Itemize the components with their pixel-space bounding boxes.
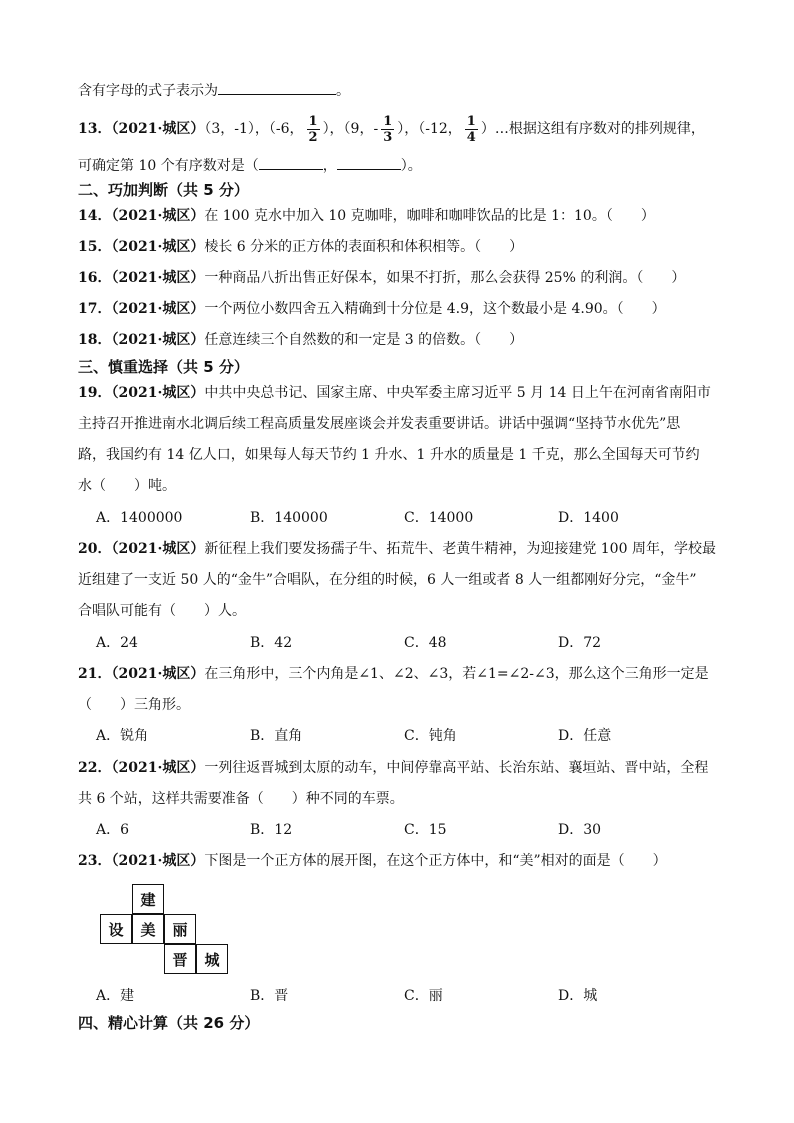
answer-blank — [337, 155, 401, 170]
option-a[interactable]: A．24 — [96, 635, 138, 651]
option-d[interactable]: D．城 — [558, 988, 598, 1004]
question-21: 21．（2021·城区）在三角形中，三个内角是∠1、∠2、∠3，若∠1=∠2-∠3，那么这个三角形一定是 — [78, 666, 709, 682]
option-a[interactable]: A．6 — [96, 822, 130, 838]
section-title: 二、巧加判断（共 5 分） — [78, 181, 249, 199]
option-b[interactable]: B．直角 — [250, 728, 303, 744]
question-23: 23．（2021·城区）下图是一个正方体的展开图，在这个正方体中，和“美”相对的面是（ ） — [78, 853, 667, 869]
question-number: 13． — [78, 121, 112, 137]
q12-tail-line: 含有字母的式子表示为 。 — [78, 80, 350, 101]
option-a[interactable]: A．1400000 — [96, 510, 183, 526]
question-13-line2: 可确定第 10 个有序数对是（ ， ）。 — [78, 155, 422, 176]
option-d[interactable]: D．任意 — [558, 728, 612, 744]
option-b[interactable]: B．42 — [250, 635, 293, 651]
section-title: 四、精心计算（共 26 分） — [78, 1014, 260, 1032]
fraction: $\frac{1}{2}$ — [308, 113, 318, 145]
option-d[interactable]: D．30 — [558, 822, 602, 838]
option-b[interactable]: B．12 — [250, 822, 293, 838]
question-13: 13．（2021·城区）（3，-1），（-6， $\frac{1}{2}$ ），（9，- $\frac{1}{3}$ ），（-12， $\frac{1}{4}$ ）…根据这组有序数对的排列规律， — [78, 113, 705, 145]
option-d[interactable]: D．72 — [558, 635, 602, 651]
section-title: 三、慎重选择（共 5 分） — [78, 358, 249, 376]
fraction: $\frac{1}{4}$ — [466, 113, 476, 145]
net-face-jian: 建 — [132, 884, 164, 914]
question-18: 18．（2021·城区）任意连续三个自然数的和一定是 3 的倍数。（ ） — [78, 332, 524, 348]
net-face-she: 设 — [100, 914, 132, 944]
question-22: 22．（2021·城区）一列往返晋城到太原的动车，中间停靠高平站、长治东站、襄垣站、晋中站，全程 — [78, 760, 709, 776]
option-c[interactable]: C．48 — [404, 635, 447, 651]
question-17: 17．（2021·城区）一个两位小数四舍五入精确到十分位是 4.9，这个数最小是 4.90。（ ） — [78, 301, 666, 317]
exam-page: 含有字母的式子表示为 。 13．（2021·城区）（3，-1），（-6， $\frac{1}{2}$ ），（9，- $\frac{1}{3}$ ），（-12， $\frac{1}{4}$ ）…根据这组有序数对的排列规律， 可确定第 10 个有序数对是（ ， ）。 二、巧加判断（共 5 分） 14．（2021·城区）在 100 克水中加入 10 克咖啡，咖啡和咖啡饮品的比是 1：10。（ ） 15．（2021·城区）棱长 6 分米的正方体的表面积和体积相等。（ ） 16．（2021·城区）一种商品八折出售正好保本，如果不打折，那么会获得 25% 的利润。（ ） 17．（2021·城区）一个两位小数四舍五入精确到十分位是 4.9，这个数最小是 4.90。（ ） 18．（2021·城区）任意连续三个自然数的和一定是 3 的倍数。（ ） 三、慎重选择（共 5 分） 19．（2021·城区）中共中央总书记、国家主席、中央军委主席习近平 5 月 14 日上午在河南省南阳市 主持召开推进南水北调后续工程高质量发展座谈会并发表重要讲话。讲话中强调“坚持节水优先”思 路，我国约有 14 亿人口，如果每人每天节约 1 升水、1 升水的质量是 1 千克，那么全国每天可节约 水（ ）吨。 A．1400000 B．140000 C．14000 D．1400 20．（2021·城区）新征程上我们要发扬孺子牛、拓荒牛、老黄牛精神，为迎接建党 100 周年，学校最 近组建了一支近 50 人的“金牛”合唱队，在分组的时候，6 人一组或者 8 人一组都刚好分完，“金牛” 合唱队可能有（ ）人。 A．24 B．42 C．48 D．72 21．（2021·城区）在三角形中，三个内角是∠1、∠2、∠3，若∠1=∠2-∠3，那么这个三角形一定是 （ ）三角形。 A．锐角 B．直角 C．钝角 D．任意 22．（2021·城区）一列往返晋城到太原的动车，中间停靠高平站、长治东站、襄垣站、晋中站，全程 共 6 个站，这样共需要准备（ ）种不同的车票。 A．6 B．12 C．15 D．30 23．（2021·城区）下图是一个正方体的展开图，在这个正方体中，和“美”相对的面是（ ） 建 设 美 丽 晋 城 A．建 B．晋 C．丽 D．城 四、精心计算（共 26 分） — [0, 0, 794, 1123]
net-face-li: 丽 — [164, 914, 196, 944]
option-b[interactable]: B．140000 — [250, 510, 328, 526]
question-16: 16．（2021·城区）一种商品八折出售正好保本，如果不打折，那么会获得 25% 的利润。（ ） — [78, 270, 686, 286]
answer-blank — [218, 80, 336, 95]
net-face-jin: 晋 — [164, 944, 196, 974]
option-c[interactable]: C．15 — [404, 822, 447, 838]
option-d[interactable]: D．1400 — [558, 510, 619, 526]
net-face-cheng: 城 — [196, 944, 228, 974]
net-face-mei: 美 — [132, 914, 164, 944]
answer-blank — [259, 155, 323, 170]
option-c[interactable]: C．钝角 — [404, 728, 457, 744]
option-b[interactable]: B．晋 — [250, 988, 289, 1004]
option-c[interactable]: C．丽 — [404, 988, 443, 1004]
option-a[interactable]: A．锐角 — [96, 728, 149, 744]
question-19: 19．（2021·城区）中共中央总书记、国家主席、中央军委主席习近平 5 月 14 日上午在河南省南阳市 — [78, 385, 711, 401]
q12-text: 含有字母的式子表示为 — [78, 83, 218, 99]
question-15: 15．（2021·城区）棱长 6 分米的正方体的表面积和体积相等。（ ） — [78, 239, 524, 255]
option-c[interactable]: C．14000 — [404, 510, 474, 526]
question-14: 14．（2021·城区）在 100 克水中加入 10 克咖啡，咖啡和咖啡饮品的比是 1：10。（ ） — [78, 208, 655, 224]
option-a[interactable]: A．建 — [96, 988, 135, 1004]
question-source: （2021·城区） — [111, 121, 205, 137]
question-20: 20．（2021·城区）新征程上我们要发扬孺子牛、拓荒牛、老黄牛精神，为迎接建党 100 周年，学校最 — [78, 541, 716, 557]
fraction: $\frac{1}{3}$ — [383, 113, 393, 145]
